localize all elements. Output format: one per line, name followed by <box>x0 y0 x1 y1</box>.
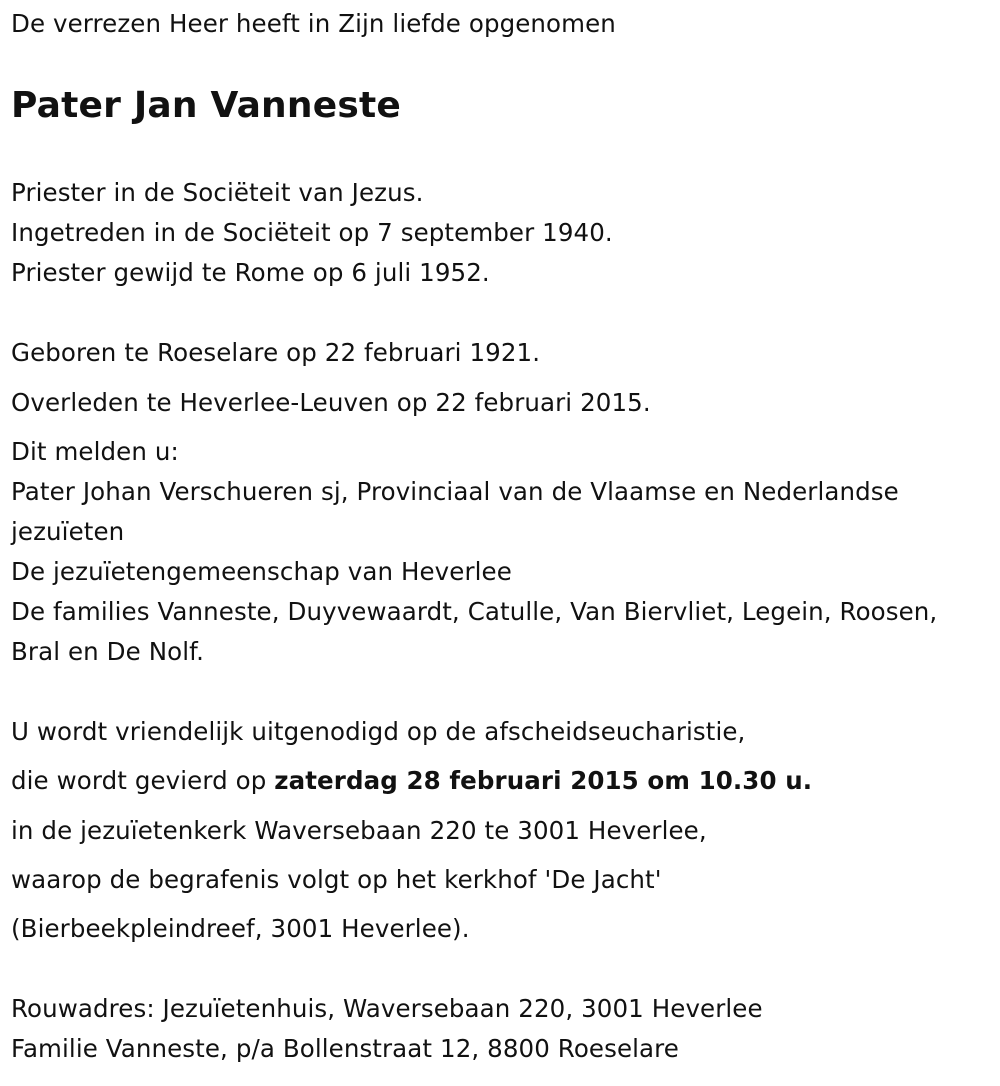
announcers-heading: Dit melden u: <box>11 437 179 466</box>
intro-line: De verrezen Heer heeft in Zijn liefde opgenomen <box>11 9 616 38</box>
announcer-line-5: Bral en De Nolf. <box>11 637 204 666</box>
ceremony-burial-address: (Bierbeekpleindreef, 3001 Heverlee). <box>11 914 470 943</box>
ceremony-date-prefix: die wordt gevierd op <box>11 766 275 795</box>
mourning-address-1: Rouwadres: Jezuïetenhuis, Waversebaan 220, 3001 Heverlee <box>11 994 763 1023</box>
ceremony-date-line <box>11 765 812 797</box>
announcer-line-4: De families Vanneste, Duyvewaardt, Catulle, Van Biervliet, Legein, Roosen, <box>11 597 938 626</box>
career-line-2: Ingetreden in de Sociëteit op 7 september 1940. <box>11 218 613 247</box>
ceremony-date: zaterdag 28 februari 2015 om 10.30 u. <box>274 766 813 795</box>
career-line-1: Priester in de Sociëteit van Jezus. <box>11 178 424 207</box>
announcer-line-2: jezuïeten <box>11 517 125 546</box>
mourning-address-2: Familie Vanneste, p/a Bollenstraat 12, 8800 Roeselare <box>11 1034 679 1063</box>
deceased-name: Pater Jan Vanneste <box>11 85 401 126</box>
death-line: Overleden te Heverlee-Leuven op 22 februari 2015. <box>11 388 651 417</box>
announcer-line-1: Pater Johan Verschueren sj, Provinciaal van de Vlaamse en Nederlandse <box>11 477 899 506</box>
ceremony-invite: U wordt vriendelijk uitgenodigd op de afscheidseucharistie, <box>11 717 746 746</box>
career-line-3: Priester gewijd te Rome op 6 juli 1952. <box>11 258 490 287</box>
ceremony-church: in de jezuïetenkerk Waversebaan 220 te 3001 Heverlee, <box>11 816 707 845</box>
birth-line: Geboren te Roeselare op 22 februari 1921. <box>11 338 541 367</box>
announcer-line-3: De jezuïetengemeenschap van Heverlee <box>11 557 512 586</box>
ceremony-burial: waarop de begrafenis volgt op het kerkhof 'De Jacht' <box>11 865 662 894</box>
